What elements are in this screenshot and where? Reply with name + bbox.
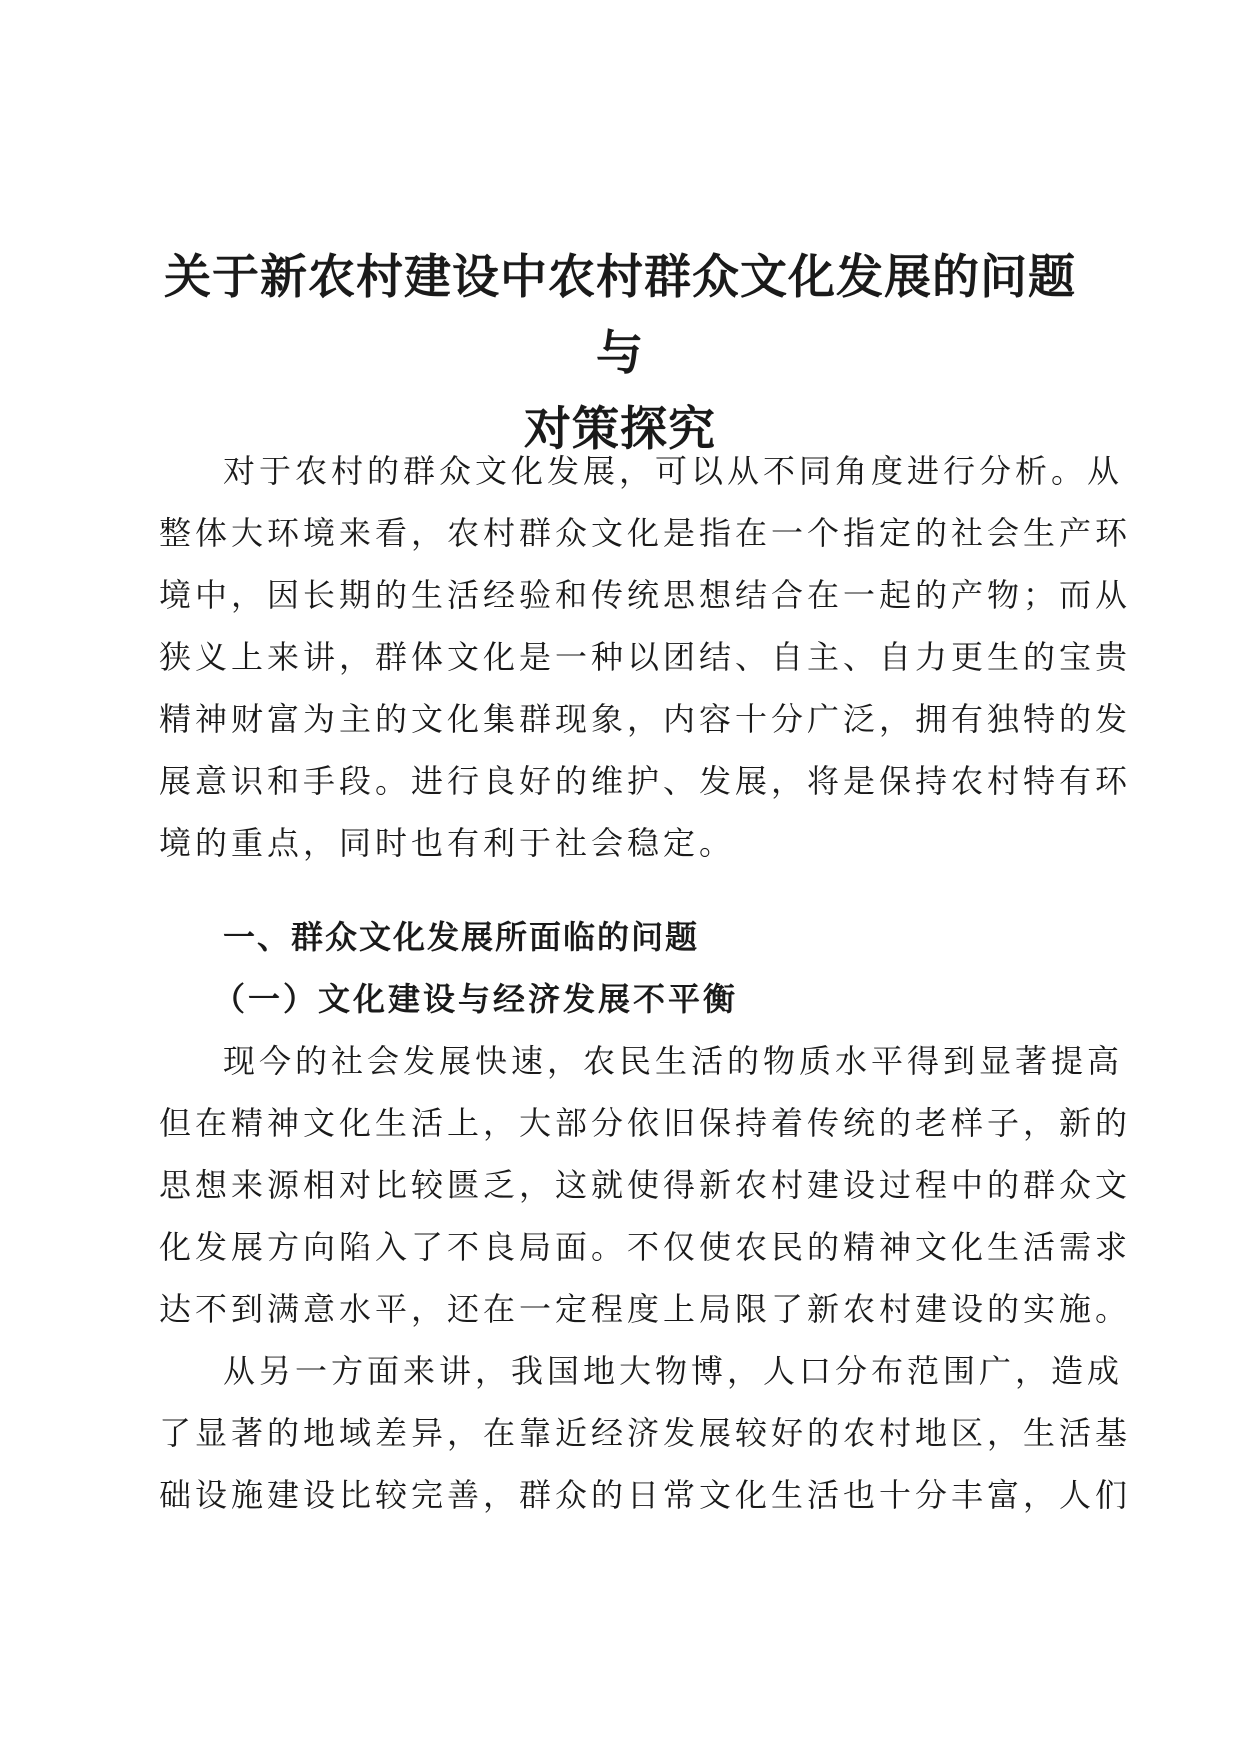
title-line-2: 对策探究 (524, 402, 716, 457)
paragraph-line: 思想来源相对比较匮乏，这就使得新农村建设过程中的群众文 (159, 1166, 1132, 1204)
paragraph-regional (159, 1340, 1132, 1526)
section-heading: 一、群众文化发展所面临的问题 (223, 918, 700, 956)
paragraph-line: 从另一方面来讲，我国地大物博，人口分布范围广，造成 (223, 1352, 1124, 1390)
paragraph-line: 了显著的地域差异，在靠近经济发展较好的农村地区，生活基 (159, 1414, 1132, 1452)
paragraph-line: 狭义上来讲，群体文化是一种以团结、自主、自力更生的宝贵 (159, 638, 1132, 676)
paragraph-line: 整体大环境来看，农村群众文化是指在一个指定的社会生产环 (159, 514, 1132, 552)
paragraph-line: 对于农村的群众文化发展，可以从不同角度进行分析。从 (223, 452, 1124, 490)
paragraph-line: 展意识和手段。进行良好的维护、发展，将是保持农村特有环 (159, 762, 1132, 800)
paragraph-intro (159, 440, 1132, 874)
title-line-1: 关于新农村建设中农村群众文化发展的问题与 (164, 250, 1076, 381)
paragraph-line: 化发展方向陷入了不良局面。不仅使农民的精神文化生活需求 (159, 1228, 1132, 1266)
paragraph-line: 达不到满意水平，还在一定程度上局限了新农村建设的实施。 (159, 1290, 1132, 1328)
paragraph-line: 但在精神文化生活上，大部分依旧保持着传统的老样子，新的 (159, 1104, 1132, 1142)
paragraph-imbalance (159, 1030, 1132, 1340)
paragraph-line: 境的重点，同时也有利于社会稳定。 (159, 824, 736, 862)
paragraph-line: 境中，因长期的生活经验和传统思想结合在一起的产物；而从 (159, 576, 1132, 614)
document-title (150, 240, 1090, 468)
subsection-heading: （一）文化建设与经济发展不平衡 (213, 980, 739, 1018)
paragraph-line: 现今的社会发展快速，农民生活的物质水平得到显著提高 (223, 1042, 1124, 1080)
paragraph-line: 础设施建设比较完善，群众的日常文化生活也十分丰富，人们 (159, 1476, 1132, 1514)
paragraph-line: 精神财富为主的文化集群现象，内容十分广泛，拥有独特的发 (159, 700, 1132, 738)
